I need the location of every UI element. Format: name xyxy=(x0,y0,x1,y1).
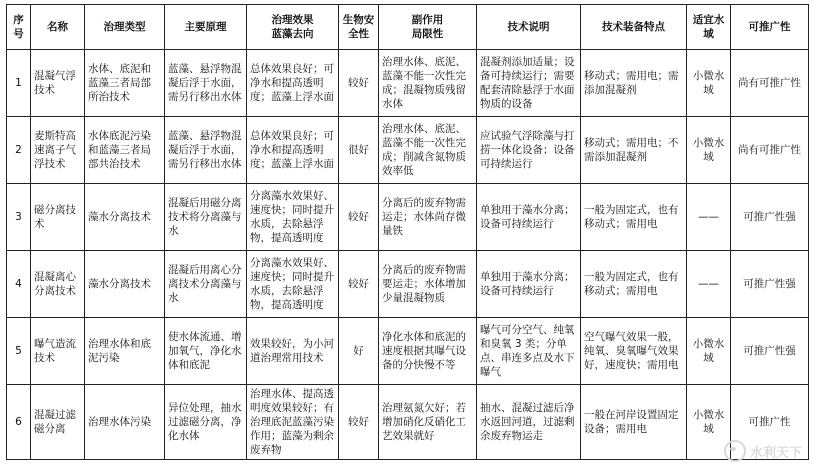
cell-treatment-type: 水体、底泥和蓝藻三者局部所治技术 xyxy=(85,50,165,117)
cell-treatment-type: 治理水体和底泥污染 xyxy=(85,318,165,385)
cell-biosafety: 较好 xyxy=(339,251,379,318)
cell-index: 1 xyxy=(7,50,31,117)
cell-effect: 总体效果良好；可净水和提高透明度；蓝藻上浮水面 xyxy=(247,50,339,117)
wechat-icon xyxy=(724,440,746,462)
cell-side-effects: 分离后的废弃物需要运走；水体增加少量混凝物质 xyxy=(379,251,477,318)
header-extensibility: 可推广性 xyxy=(731,5,809,50)
cell-water-area: 小微水域 xyxy=(687,385,731,460)
cell-tech-notes: 单独用于藻水分离；设备可持续运行 xyxy=(477,184,581,251)
cell-equipment: 空气曝气效果一般，纯氧、臭氧曝气效果好，速度快；需用电 xyxy=(581,318,687,385)
cell-principle: 混凝后用磁分离技术将分离藻与水 xyxy=(165,184,247,251)
cell-effect: 治理水体、提高透明度效果较好；有治理底泥蓝藻污染作用；蓝藻为剩余废弃物 xyxy=(247,385,339,460)
cell-side-effects: 治理氨氮欠好；若增加硝化反硝化工艺效果就好 xyxy=(379,385,477,460)
header-row xyxy=(7,5,809,50)
cell-water-area: 小微水域 xyxy=(687,318,731,385)
cell-side-effects: 治理水体、底泥、蓝藻不能一次性完成；削减含氮物质效率低 xyxy=(379,117,477,184)
cell-extensibility: 可推广性强 xyxy=(731,251,809,318)
cell-side-effects: 分离后的废弃物需运走；水体尚存微量铁 xyxy=(379,184,477,251)
cell-name: 曝气造流技术 xyxy=(31,318,85,385)
table-row xyxy=(7,184,809,251)
cell-effect: 分离藻水效果好、速度快；同时提升水质，去除悬浮物，提高透明度 xyxy=(247,251,339,318)
header-tech-notes: 技术说明 xyxy=(477,5,581,50)
cell-water-area: —— xyxy=(687,251,731,318)
cell-tech-notes: 单独用于藻水分离；设备可持续运行 xyxy=(477,251,581,318)
cell-treatment-type: 藻水分离技术 xyxy=(85,251,165,318)
cell-principle: 使水体流通、增加氧气，净化水体和底泥 xyxy=(165,318,247,385)
cell-extensibility: 可推广性强 xyxy=(731,318,809,385)
cell-principle: 蓝藻、悬浮物混凝后浮于水面，需另行移出水体 xyxy=(165,50,247,117)
watermark-text: 水利天下 xyxy=(749,445,802,461)
cell-equipment: 一般为固定式，也有移动式；需用电 xyxy=(581,251,687,318)
cell-index: 6 xyxy=(7,385,31,460)
cell-side-effects: 净化水体和底泥的速度根据其曝气设备的分快慢不等 xyxy=(379,318,477,385)
cell-index: 2 xyxy=(7,117,31,184)
table-row xyxy=(7,251,809,318)
cell-extensibility: 可推广性 xyxy=(731,385,809,460)
cell-effect: 总体效果良好；可净水和提高透明度；蓝藻上浮水面 xyxy=(247,117,339,184)
cell-name: 混凝过滤磁分离 xyxy=(31,385,85,460)
table-row xyxy=(7,117,809,184)
cell-effect: 效果较好，为小河道治理常用技术 xyxy=(247,318,339,385)
watermark xyxy=(724,440,802,462)
cell-index: 3 xyxy=(7,184,31,251)
header-water-area: 适宜水域 xyxy=(687,5,731,50)
cell-tech-notes: 应试验气浮除藻与打捞一体化设备；设备可持续运行 xyxy=(477,117,581,184)
cell-tech-notes: 混凝剂添加适量；设备可持续运行；需要配套清除悬浮于水面物质的设备 xyxy=(477,50,581,117)
cell-name: 混凝气浮技术 xyxy=(31,50,85,117)
cell-water-area: —— xyxy=(687,184,731,251)
cell-name: 麦斯特高速离子气浮技术 xyxy=(31,117,85,184)
cell-biosafety: 较好 xyxy=(339,184,379,251)
header-name: 名称 xyxy=(31,5,85,50)
table-body xyxy=(7,50,809,460)
cell-water-area: 小微水域 xyxy=(687,117,731,184)
header-index: 序号 xyxy=(7,5,31,50)
header-principle: 主要原理 xyxy=(165,5,247,50)
cell-biosafety: 较好 xyxy=(339,50,379,117)
header-side-effects: 副作用 局限性 xyxy=(379,5,477,50)
cell-biosafety: 较好 xyxy=(339,385,379,460)
header-treatment-type: 治理类型 xyxy=(85,5,165,50)
header-equipment: 技术装备特点 xyxy=(581,5,687,50)
cell-treatment-type: 治理水体污染 xyxy=(85,385,165,460)
cell-equipment: 移动式；需用电；不需添加混凝剂 xyxy=(581,117,687,184)
cell-index: 4 xyxy=(7,251,31,318)
cell-treatment-type: 水体底泥污染和蓝藻三者局部共治技术 xyxy=(85,117,165,184)
cell-principle: 蓝藻、悬浮物混凝后浮于水面，需另行移出水体 xyxy=(165,117,247,184)
cell-index: 5 xyxy=(7,318,31,385)
cell-name: 混凝离心分离技术 xyxy=(31,251,85,318)
cell-biosafety: 好 xyxy=(339,318,379,385)
cell-biosafety: 很好 xyxy=(339,117,379,184)
cell-side-effects: 治理水体、底泥、蓝藻不能一次性完成；混凝物质残留水体 xyxy=(379,50,477,117)
cell-equipment: 移动式；需用电；需添加混凝剂 xyxy=(581,50,687,117)
cell-water-area: 小微水域 xyxy=(687,50,731,117)
cell-extensibility: 尚有可推广性 xyxy=(731,117,809,184)
header-effect: 治理效果 蓝藻去向 xyxy=(247,5,339,50)
cell-extensibility: 可推广性强 xyxy=(731,184,809,251)
cell-treatment-type: 藻水分离技术 xyxy=(85,184,165,251)
table-row xyxy=(7,318,809,385)
cell-tech-notes: 抽水、混凝过滤后净水返回河道，过滤剩余废弃物运走 xyxy=(477,385,581,460)
cell-tech-notes: 曝气可分空气、纯氧和臭氧 3 类；分单点、串连多点及水下曝气 xyxy=(477,318,581,385)
header-biosafety: 生物安全性 xyxy=(339,5,379,50)
cell-name: 磁分离技术 xyxy=(31,184,85,251)
cell-principle: 异位处理，抽水过滤磁分离，净化水体 xyxy=(165,385,247,460)
cell-extensibility: 尚有可推广性 xyxy=(731,50,809,117)
cell-principle: 混凝后用离心分离技术分离藻与水 xyxy=(165,251,247,318)
cell-equipment: 一般在河岸设置固定设备；需用电 xyxy=(581,385,687,460)
cell-equipment: 一般为固定式，也有移动式；需用电 xyxy=(581,184,687,251)
table-row xyxy=(7,50,809,117)
cell-effect: 分离藻水效果好、速度快；同时提升水质，去除悬浮物，提高透明度 xyxy=(247,184,339,251)
table-row xyxy=(7,385,809,460)
technology-comparison-table xyxy=(6,4,809,460)
